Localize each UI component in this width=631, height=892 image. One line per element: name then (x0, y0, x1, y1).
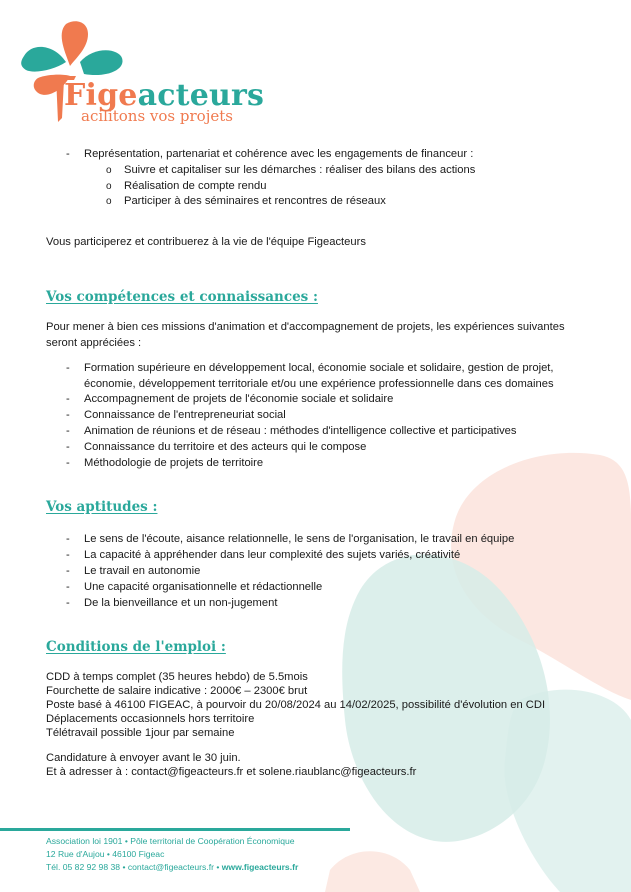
condition-line: Télétravail possible 1jour par semaine (46, 727, 235, 739)
list-item-text: La capacité à appréhender dans leur complexité des sujets variés, créativité (84, 549, 461, 561)
list-item-text: Le travail en autonomie (84, 565, 201, 577)
dash-bullet: - (66, 425, 70, 437)
footer-contact-text: Tél. 05 82 92 98 38 • contact@figeacteurs.fr • (46, 862, 222, 872)
pink-blob-bottom (325, 851, 420, 892)
dash-bullet: - (66, 409, 70, 421)
sub-item-text: Participer à des séminaires et rencontres de réseaux (124, 195, 386, 207)
list-item-text: Formation supérieure en développement local, économie sociale et solidaire, gestion de projet, économie, développement territoriale et/ou une expérience professionnelle dans ces domaines (84, 362, 554, 390)
circle-bullet: o (106, 196, 112, 207)
list-item-text: Une capacité organisationnelle et rédactionnelle (84, 581, 323, 593)
list-item-text: Le sens de l'écoute, aisance relationnelle, le sens de l'organisation, le travail en équipe (84, 533, 515, 545)
sub-item-text: Suivre et capitaliser sur les démarches : réaliser des bilans des actions (124, 164, 476, 176)
condition-line: Fourchette de salaire indicative : 2000€ – 2300€ brut (46, 685, 308, 697)
dash-bullet: - (66, 393, 70, 405)
brand-name: Figeacteurs (64, 78, 265, 113)
competences-intro-line2: seront appréciées : (46, 337, 142, 349)
circle-bullet: o (106, 181, 112, 192)
footer-divider (0, 828, 350, 831)
dash-bullet: - (66, 457, 70, 469)
footer-address: 12 Rue d'Aujou • 46100 Figeac (46, 849, 165, 859)
footer-association: Association loi 1901 • Pôle territorial de Coopération Économique (46, 836, 295, 846)
dash-bullet: - (66, 148, 70, 160)
footer-contact (46, 861, 298, 874)
circle-bullet: o (106, 165, 112, 176)
dash-bullet: - (66, 581, 70, 593)
dash-bullet: - (66, 533, 70, 545)
footer (46, 835, 298, 874)
condition-line: Poste basé à 46100 FIGEAC, à pourvoir du 20/08/2024 au 14/02/2025, possibilité d'évolution en CDI (46, 699, 546, 711)
dash-bullet: - (66, 565, 70, 577)
conditions-heading: Conditions de l'emploi : (46, 639, 226, 655)
sub-item-text: Réalisation de compte rendu (124, 180, 267, 192)
condition-line: Déplacements occasionnels hors territoire (46, 713, 255, 725)
brand-tagline: acilitons vos projets (81, 107, 233, 125)
dash-bullet: - (66, 597, 70, 609)
aptitudes-heading: Vos aptitudes : (46, 499, 158, 515)
competences-heading: Vos compétences et connaissances : (46, 289, 318, 305)
deadline-text: Candidature à envoyer avant le 30 juin. (46, 752, 241, 764)
competences-intro-line1: Pour mener à bien ces missions d'animation et d'accompagnement de projets, les expériences suivantes (46, 321, 565, 333)
list-item-text: Accompagnement de projets de l'économie sociale et solidaire (84, 393, 394, 405)
list-item-text: Connaissance de l'entrepreneuriat social (84, 409, 286, 421)
list-item-text: Méthodologie de projets de territoire (84, 457, 264, 469)
list-item-text: De la bienveillance et un non-jugement (84, 597, 278, 609)
address-text: Et à adresser à : contact@figeacteurs.fr et solene.riaublanc@figeacteurs.fr (46, 766, 417, 778)
team-sentence: Vous participerez et contribuerez à la vie de l'équipe Figeacteurs (46, 236, 366, 248)
list-item-text: Représentation, partenariat et cohérence avec les engagements de financeur : (84, 148, 474, 160)
list-item-text: Animation de réunions et de réseau : méthodes d'intelligence collective et participatives (84, 425, 517, 437)
dash-bullet: - (66, 549, 70, 561)
dash-bullet: - (66, 362, 70, 374)
footer-website-link[interactable]: www.figeacteurs.fr (221, 862, 299, 872)
list-item-text: Connaissance du territoire et des acteurs qui le compose (84, 441, 367, 453)
figeacteurs-logo (18, 18, 265, 133)
dash-bullet: - (66, 441, 70, 453)
condition-line: CDD à temps complet (35 heures hebdo) de 5.5mois (46, 671, 308, 683)
